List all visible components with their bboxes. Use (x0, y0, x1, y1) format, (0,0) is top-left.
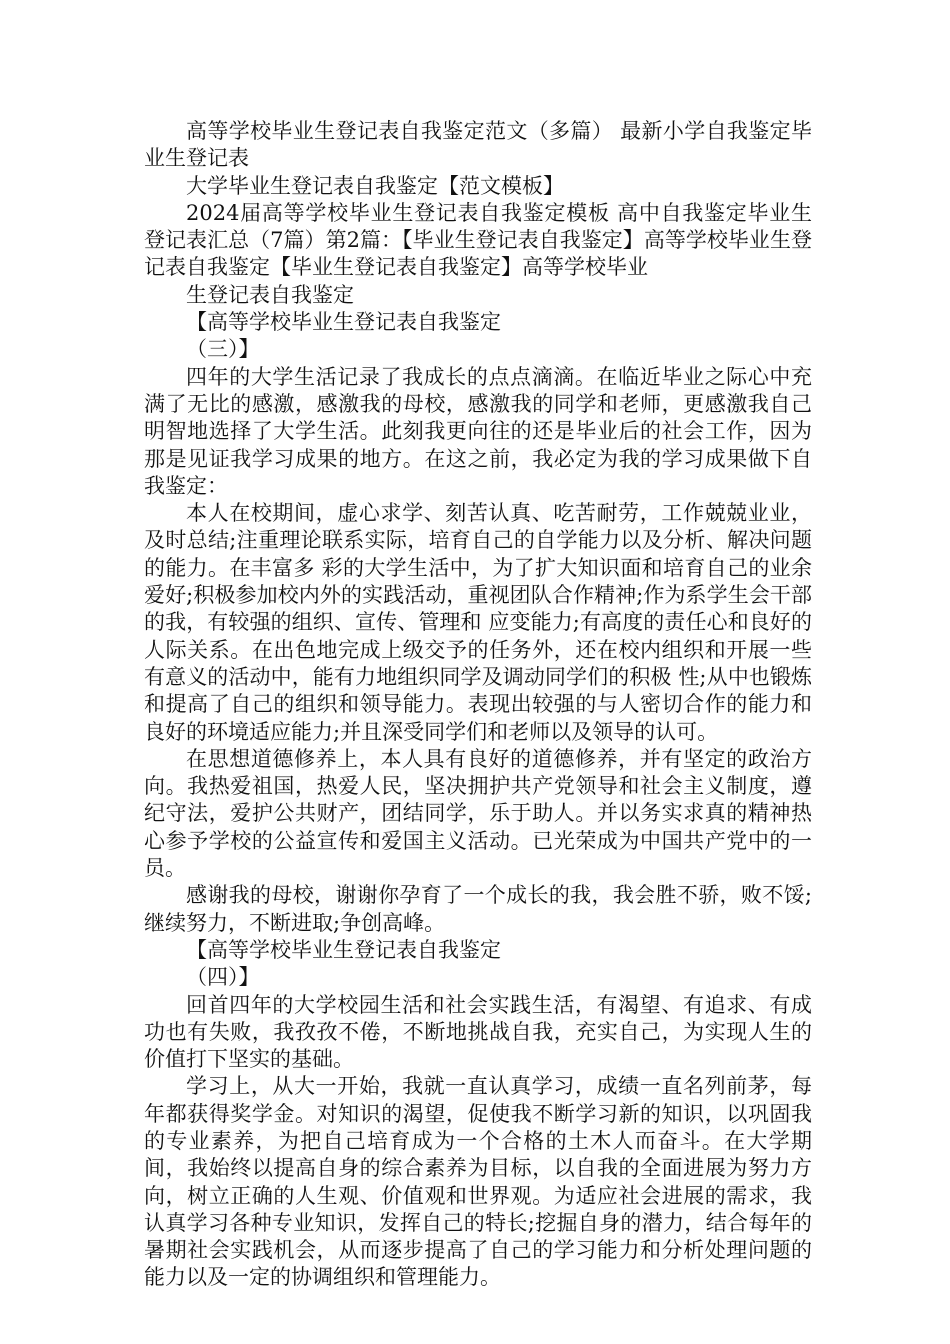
section-3-paragraph-4: 感谢我的母校，谢谢你孕育了一个成长的我，我会胜不骄，败不馁;继续努力，不断进取;争创高峰。 (144, 883, 812, 935)
section-3-paragraph-2: 本人在校期间，虚心求学、刻苦认真、吃苦耐劳，工作兢兢业业，及时总结;注重理论联系实际，培育自己的自学能力以及分析、解决问题的能力。在丰富多 彩的大学生活中，为了扩大知识面和培育自己的业余爱好;积极参加校内外的实践活动，重视团队合作精神;作为系学生会干部的我，有较强的组织、宣传、管理和 应变能力;有高度的责任心和良好的人际关系。在出色地完成上级交予的任务外，还在校内组织和开展一些有意义的活动中，能有力地组织同学及调动同学们的积极 性;从中也锻炼和提高了自己的组织和领导能力。表现出较强的与人密切合作的能力和良好的环境适应能力;并且深受同学们和老师以及领导的认可。 (144, 501, 812, 744)
section-3-heading (144, 309, 812, 364)
document-page (144, 118, 812, 1292)
document-subtitle: 大学毕业生登记表自我鉴定【范文模板】 (186, 173, 564, 198)
section-4-heading (144, 937, 812, 992)
document-intro-tail: 生登记表自我鉴定 (186, 282, 354, 307)
section-4-paragraph-1: 回首四年的大学校园生活和社会实践生活，有渴望、有追求、有成功也有失败，我孜孜不倦，不断地挑战自我，充实自己，为实现人生的价值打下坚实的基础。 (144, 992, 812, 1072)
section-3-paragraph-1: 四年的大学生活记录了我成长的点点滴滴。在临近毕业之际心中充满了无比的感激，感激我的母校，感激我的同学和老师，更感激我自己明智地选择了大学生活。此刻我更向往的还是毕业后的社会工作，因为那是见证我学习成果的地方。在这之前，我必定为我的学习成果做下自我鉴定： (144, 364, 812, 498)
document-intro: 2024届高等学校毕业生登记表自我鉴定模板 高中自我鉴定毕业生登记表汇总（7篇）第2篇：【毕业生登记表自我鉴定】高等学校毕业生登记表自我鉴定【毕业生登记表自我鉴定】高等学校毕业 (144, 200, 812, 280)
section-3-paragraph-3: 在思想道德修养上，本人具有良好的道德修养，并有坚定的政治方向。我热爱祖国，热爱人民，坚决拥护共产党领导和社会主义制度，遵纪守法，爱护公共财产，团结同学，乐于助人。并以务实求真的精神热心参予学校的公益宣传和爱国主义活动。已光荣成为中国共产党中的一员。 (144, 746, 812, 881)
section-3-number: （三）】 (186, 337, 260, 362)
section-3-heading-text: 【高等学校毕业生登记表自我鉴定 (186, 310, 501, 335)
section-4-number: （四）】 (186, 965, 260, 990)
document-title: 高等学校毕业生登记表自我鉴定范文（多篇） 最新小学自我鉴定毕业生登记表 (144, 119, 812, 171)
section-4-paragraph-2: 学习上，从大一开始，我就一直认真学习，成绩一直名列前茅，每年都获得奖学金。对知识的渴望，促使我不断学习新的知识，以巩固我的专业素养，为把自己培育成为一个合格的土木人而奋斗。在大学期间，我始终以提高自身的综合素养为目标，以自我的全面进展为努力方向，树立正确的人生观、价值观和世界观。为适应社会进展的需求，我认真学习各种专业知识，发挥自己的特长;挖掘自身的潜力，结合每年的暑期社会实践机会，从而逐步提高了自己的学习能力和分析处理问题的能力以及一定的协调组织和管理能力。 (144, 1074, 812, 1290)
section-4-heading-text: 【高等学校毕业生登记表自我鉴定 (186, 937, 501, 962)
